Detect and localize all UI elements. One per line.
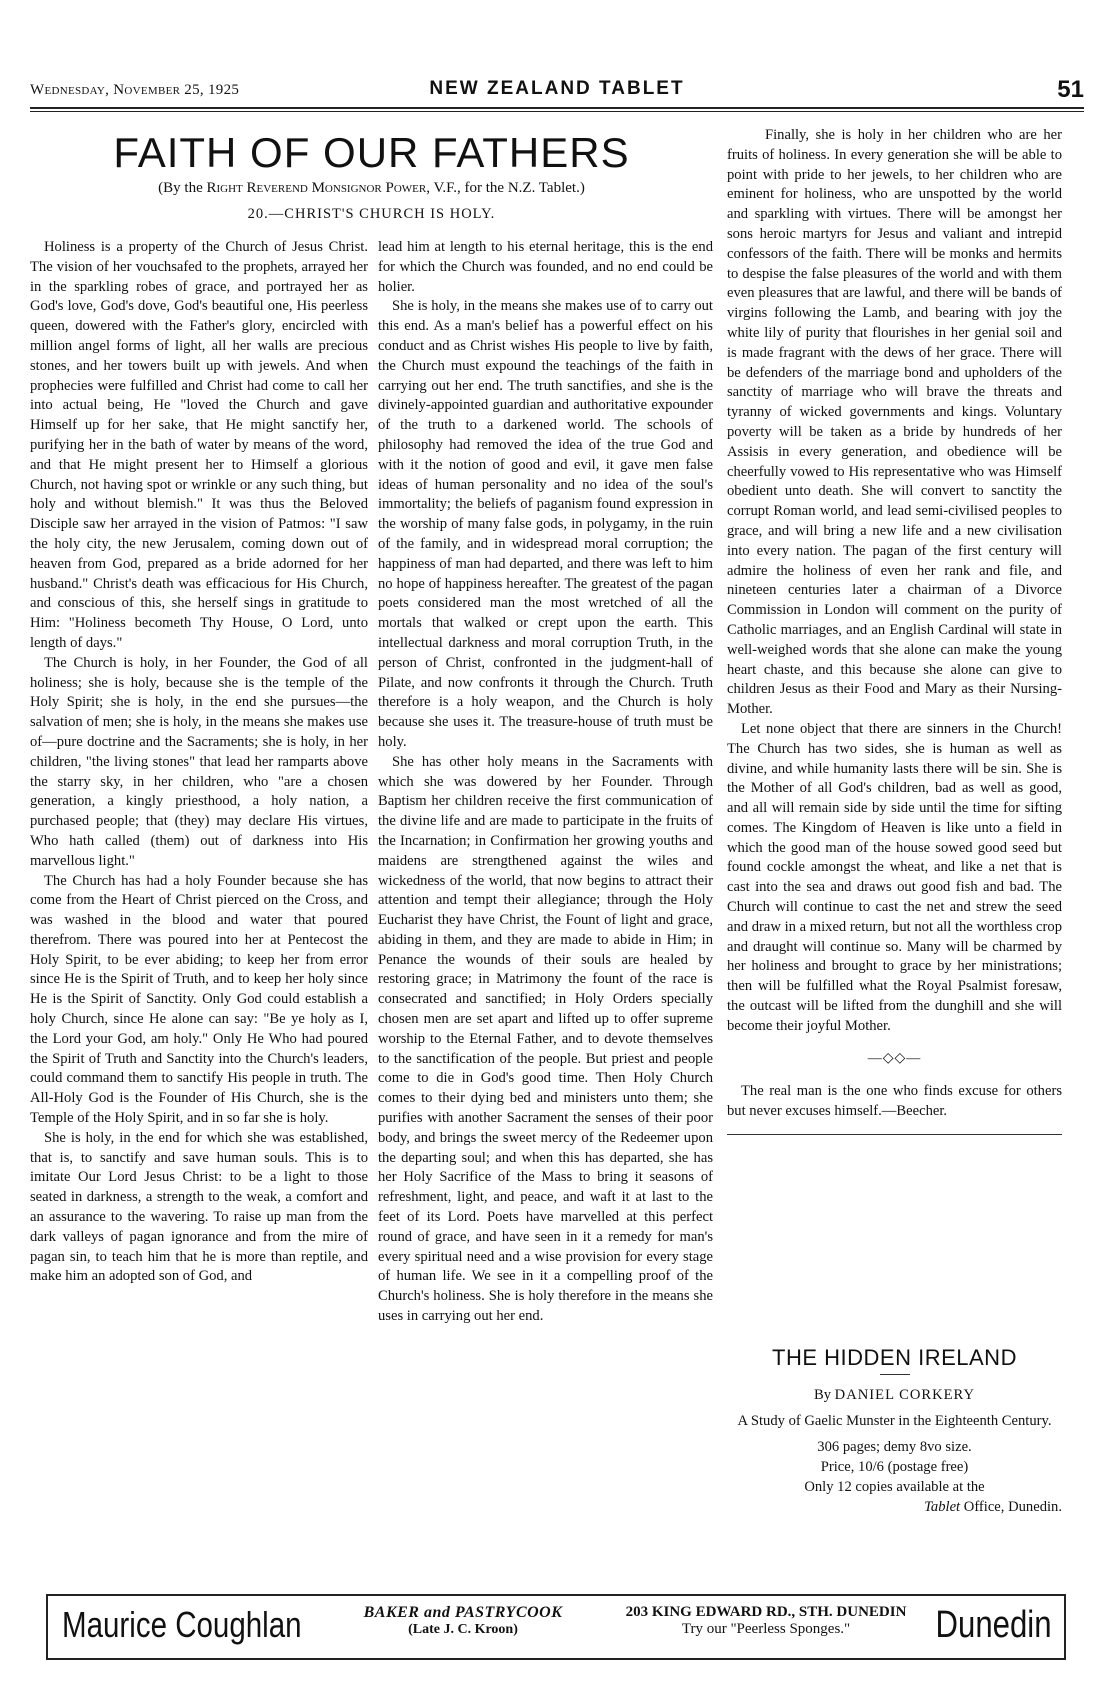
book-advertisement bbox=[727, 1345, 1062, 1517]
bakery-advertisement bbox=[46, 1594, 1066, 1660]
ad-slogan: Try our "Peerless Sponges." bbox=[681, 1621, 851, 1637]
ad-address: 203 KING EDWARD RD., STH. DUNEDIN bbox=[625, 1604, 907, 1620]
paragraph: She is holy, in the end for which she was established, that is, to sanctify and save human souls. This is to imitate Our Lord Jesus Christ: to be a light to those seated in darkness, a strength to the weak, a comfort and an assurance to the wavering. To raise up man from the dark valleys of pagan ignorance and from the mire of pagan sin, to teach him that he is more than reptile, and make him an adopted son of God, and bbox=[30, 1129, 368, 1285]
ad-city: Dunedin bbox=[935, 1604, 1052, 1646]
article-subhead: 20.—CHRIST'S CHURCH IS HOLY. bbox=[247, 206, 496, 222]
paragraph: Holiness is a property of the Church of Jesus Christ. The vision of her vouchsafed to the prophets, arrayed her in the sparkling robes of grace, and portrayed her as God's love, God's dove, God's beautiful one, His peerless queen, dowered with the Father's glory, encircled with million angel forms of light, all her walls are precious stones, and her towers built up with jewels. And when prophecies were fulfilled and Christ had come to call her into actual being, He "loved the Church and gave Himself up for her sake, that He might sanctify her, purifying her in the bath of water by means of the word, and that He might present her to Himself a glorious Church, not having spot or wrinkle or any such thing, but holy and without blemish." It was thus the Beloved Disciple saw her arrayed in the vision of Patmos: "I saw the holy city, the new Jerusalem, coming down out of heaven from God, prepared as a bride adorned for her husband." Christ's death was efficacious for His Church, and conscious of this, she herself sings in gratitude to Him: "Holiness becometh Thy House, O Lord, unto length of days." bbox=[30, 239, 368, 651]
paragraph: She has other holy means in the Sacraments with which she was dowered by her Founder. Through Baptism her children receive the first communication of the divine life and are made to participate in the fruits of the Incarnation; in Confirmation her growing youths and maidens are strengthened against the wiles and wickedness of the world, that now begins to attract their attention and tempt their allegiance; through the Holy Eucharist they have Christ, the Fount of light and grace, abiding in them, and they are made to abide in Him; in Penance the wounds of their souls are healed by restoring grace; in Matrimony the fount of the race is consecrated and sanctified; in Holy Orders specially chosen men are set apart and lifted up to offer supreme worship to the Eternal Father, and to devote themselves to the sanctification of the people. But priest and people come to die in God's good time. Then Holy Church comes to their dying bed and ministers unto them; she purifies with another Sacrament the senses of their poor body, and brings the sweet mercy of the Redeemer upon the departing soul; and when this has departed, she has her Holy Sacrifice of the Mass to bring it seasons of refreshment, light, and peace, and waft it at last to the feet of its Lord. Poets have marvelled at this perfect round of grace, and have seen in it a remedy for man's every spiritual need and a wise provision for every stage of human life. We see in it a compelling proof of the Church's holiness. She is holy therefore in the means she uses in carrying out her end. bbox=[378, 753, 713, 1325]
ad-former-owner: (Late J. C. Kroon) bbox=[408, 1622, 518, 1637]
paragraph: Let none object that there are sinners in the Church! The Church has two sides, she is human as well as divine, and while humanity lasts there will be sin. She is the Mother of all God's children, bad as well as good, and all will remain side by side until the time for sifting comes. The Kingdom of Heaven is like unto a field in which the good man of the house sowed good seed but found cockle amongst the wheat, and like a net that is cast into the sea and draws out good fish and bad. The Church will continue to cast the net and strew the seed and draw in a mixed return, but not all the worthless crop and draught will continue so. Many will be charmed by her holiness and brought to grace by her ministrations; then will be fulfilled what the Royal Psalmist foresaw, the outcast will be lifted from the dunghill and she will become their joyful Mother. bbox=[727, 720, 1062, 1034]
book-title: THE HIDDEN IRELAND bbox=[772, 1345, 1017, 1370]
ad-trade-block bbox=[348, 1604, 578, 1638]
book-price: Price, 10/6 (postage free) bbox=[820, 1459, 969, 1475]
paragraph: She is holy, in the means she makes use of to carry out this end. As a man's belief has a powerful effect on his conduct and as Christ wishes His people to live by faith, the Church must expound the teachings of the faith in carrying out her end. The truth sanctifies, and she is the divinely-appointed guardian and authoritative expounder of the truth to a darkened world. The schools of philosophy had removed the idea of the true God and with it the notion of good and evil, it gave men false ideas of human personality and no idea of the soul's immortality; the beliefs of paganism found expression in the worship of many false gods, in polygamy, in the ruin of the family, and in widespread moral corruption; the happiness of man had departed, and there was left to him no hope of happiness hereafter. The greatest of the pagan poets considered man the most wretched of all the mortals that walked or crept upon the earth. This intellectual darkness and moral corruption Truth, in the person of Christ, confronted in the judgment-hall of Pilate, and now confronts it through the Church. Truth therefore is a holy weapon, and the Church is holy because she uses it. The treasure-house of truth must be holy. bbox=[378, 298, 713, 750]
section-rule bbox=[727, 1134, 1062, 1135]
ornament-divider: —◇◇— bbox=[867, 1050, 922, 1066]
article-column-3 bbox=[727, 126, 1062, 1135]
ad-address-block bbox=[616, 1604, 916, 1638]
article-column-1 bbox=[30, 238, 368, 1287]
article-column-2 bbox=[378, 238, 713, 1327]
page-header bbox=[30, 78, 1084, 102]
book-author-line bbox=[727, 1385, 1062, 1405]
ad-trade: BAKER and PASTRYCOOK bbox=[363, 1604, 563, 1621]
book-office bbox=[727, 1497, 1062, 1517]
paragraph: Finally, she is holy in her children who are her fruits of holiness. In every generation she will be able to point with pride to her jewels, to her children who are eminent for holiness, who are unspotted by the world and sparkling with virtues. There will be amongst her sons heroic martyrs for Jesus and valiant and intrepid confessors of the faith. There will be monks and hermits to despise the false pleasures of the world and with them even pleasures that are lawful, and there will be bands of virgins following the Lamb, and bearing with joy the white lily of purity that flourishes in her genial soil and is made fragrant with the dews of her grace. There will be defenders of the marriage bond and upholders of the sanctity of marriage who will brave the threats and tyranny of wicked governments and kings. Voluntary poverty will be taken as a bride by hundreds of her Assisis in every generation, and obedience will be cheerfully vowed to His representative who was Himself obedient unto death. She will convert to sanctity the corrupt Roman world, and lead semi-civilised peoples to grace, and will bring a new life and a new civilisation into every nation. The pagan of the first century will admire the holiness of even her rank and file, and nineteen centuries later a chairman of a Divorce Commission in London will comment on the purity of Catholic marriages, and an English Cardinal will state in well-weighed words that she alone can make the young heart chaste, and this because she alone can give to children Jesus as their Food and Mary as their Nursing-Mother. bbox=[727, 127, 1062, 718]
byline-author: Right Reverend Monsignor Power, V.F., bbox=[206, 180, 461, 196]
book-office-publication: Tablet bbox=[924, 1499, 961, 1515]
article-title: FAITH OF OUR FATHERS bbox=[113, 129, 630, 176]
book-by: By bbox=[813, 1387, 832, 1403]
filler-quote bbox=[727, 1082, 1062, 1122]
book-description: A Study of Gaelic Munster in the Eighteenth Century. bbox=[737, 1413, 1052, 1429]
quote-text: The real man is the one who finds excuse for others but never excuses himself.—Beecher. bbox=[727, 1083, 1062, 1120]
book-office-location: Office, Dunedin. bbox=[963, 1499, 1062, 1515]
article-byline bbox=[30, 180, 713, 197]
paragraph: The Church has had a holy Founder because she has come from the Heart of Christ pierced on the Cross, and was washed in the blood and water that poured therefrom. There was poured into her at Pentecost the Holy Spirit, to be ever abiding; to keep her from error since He is the Spirit of Truth, and to keep her holy since He is the Spirit of Sanctity. Only God could establish a holy Church, since He alone can say: "Be ye holy as I, the Lord your God, am holy." Only He Who had poured the Spirit of Truth and Sanctity into the Church's leaders, could command them to sanctify His people in truth. The All-Holy God is the Founder of His Church, she is the Temple of the Holy Spirit, and in so far she is holy. bbox=[30, 872, 368, 1127]
byline-prefix: (By the bbox=[158, 180, 203, 196]
short-rule bbox=[880, 1374, 910, 1375]
book-pages: 306 pages; demy 8vo size. bbox=[817, 1439, 972, 1455]
ad-business-name: Maurice Coughlan bbox=[62, 1604, 302, 1645]
book-availability: Only 12 copies available at the bbox=[804, 1479, 985, 1495]
book-author: DANIEL CORKERY bbox=[834, 1387, 976, 1403]
paragraph: The Church is holy, in her Founder, the God of all holiness; she is holy, because she is the temple of the Holy Spirit; she is holy, in the end she pursues—the salvation of men; she is holy, in the means she makes use of—pure doctrine and the Sacraments; she is holy, in her children, "the living stones" that lead her ramparts above the starry sky, in her children, who "are a chosen generation, a kingly priesthood, a holy nation, a purchased people; that (they) may declare His virtues, Who hath called (them) out of darkness into His marvellous light." bbox=[30, 654, 368, 869]
header-page-number: 51 bbox=[1057, 76, 1084, 103]
header-paper-name: NEW ZEALAND TABLET bbox=[429, 78, 685, 99]
byline-suffix: for the N.Z. Tablet.) bbox=[464, 180, 585, 196]
header-date: Wednesday, November 25, 1925 bbox=[30, 82, 240, 98]
header-rule bbox=[30, 107, 1084, 112]
paragraph: lead him at length to his eternal heritage, this is the end for which the Church was founded, and no end could be holier. bbox=[378, 239, 713, 295]
